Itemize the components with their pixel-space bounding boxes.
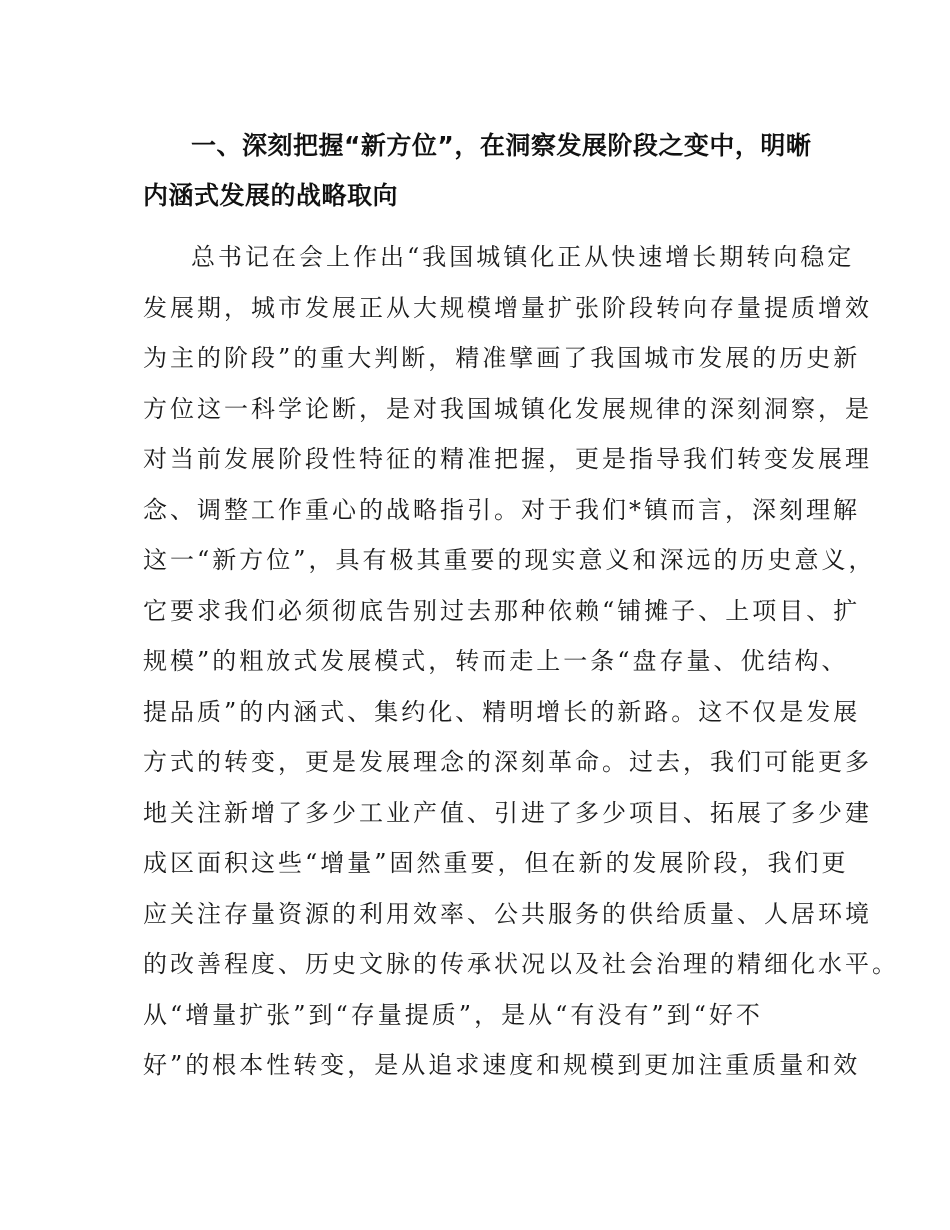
paragraph-line: 对当前发展阶段性特征的精准把握，更是指导我们转变发展理	[143, 445, 872, 473]
paragraph-line: 这一“新方位”，具有极其重要的现实意义和深远的历史意义，	[143, 546, 876, 574]
paragraph-line: 应关注存量资源的利用效率、公共服务的供给质量、人居环境	[143, 899, 872, 928]
paragraph-line: 的改善程度、历史文脉的传承状况以及社会治理的精细化水平。	[143, 950, 899, 978]
paragraph-line: 地关注新增了多少工业产值、引进了多少项目、拓展了多少建	[143, 798, 872, 827]
paragraph-line: 规模”的粗放式发展模式，转而走上一条“盘存量、优结构、	[143, 647, 849, 675]
paragraph-line: 从“增量扩张”到“存量提质”，是从“有没有”到“好不	[143, 1000, 763, 1029]
paragraph-line: 发展期，城市发展正从大规模增量扩张阶段转向存量提质增效	[143, 293, 872, 322]
paragraph-line: 方式的转变，更是发展理念的深刻革命。过去，我们可能更多	[143, 748, 872, 776]
paragraph-line: 念、调整工作重心的战略指引。对于我们*镇而言，深刻理解	[143, 495, 860, 524]
paragraph-line: 成区面积这些“增量”固然重要，但在新的发展阶段，我们更	[143, 849, 849, 877]
paragraph-line: 它要求我们必须彻底告别过去那种依赖“铺摊子、上项目、扩	[143, 596, 861, 625]
paragraph-line: 好”的根本性转变，是从追求速度和规模到更加注重质量和效	[143, 1051, 861, 1079]
paragraph-line: 总书记在会上作出“我国城镇化正从快速增长期转向稳定	[191, 243, 855, 271]
body-paragraph	[143, 232, 899, 1091]
section-heading: 一、深刻把握“新方位”，在洞察发展阶段之变中，明晰内涵式发展的战略取向	[143, 131, 812, 210]
paragraph-line: 提品质”的内涵式、集约化、精明增长的新路。这不仅是发展	[143, 697, 861, 726]
paragraph-line: 为主的阶段”的重大判断，精准擘画了我国城市发展的历史新	[143, 344, 861, 372]
paragraph-line: 方位这一科学论断，是对我国城镇化发展规律的深刻洞察，是	[143, 394, 872, 423]
